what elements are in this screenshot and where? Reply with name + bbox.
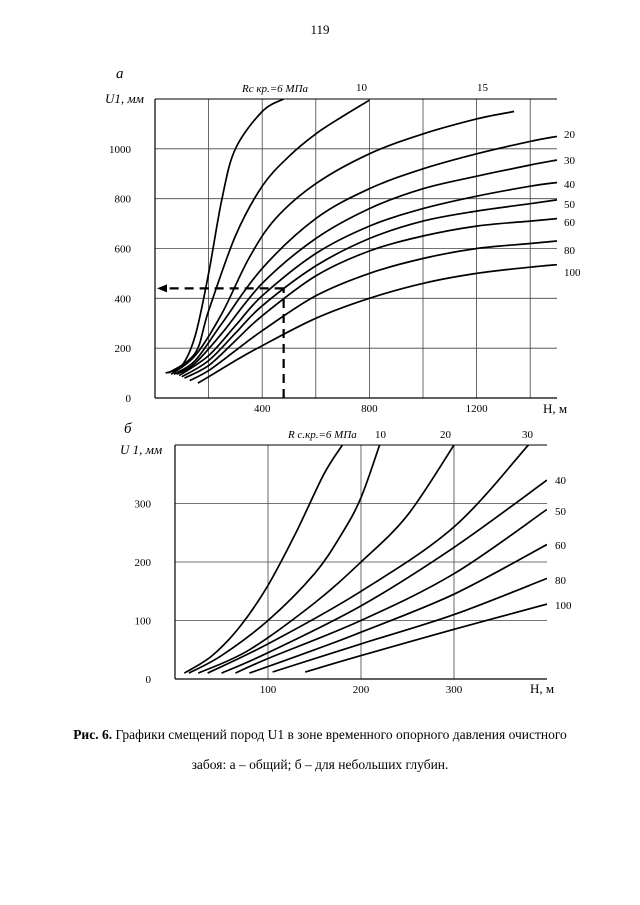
y-tick-label: 600 bbox=[114, 243, 131, 256]
y-tick-label: 800 bbox=[114, 193, 131, 206]
series-line-40 bbox=[179, 183, 557, 376]
panel-letter: б bbox=[124, 421, 132, 437]
series-line-100 bbox=[305, 604, 547, 672]
x-tick-label: 300 bbox=[445, 684, 463, 696]
series-line-80 bbox=[190, 241, 557, 381]
x-axis-label: Н, м bbox=[530, 681, 555, 696]
curve-param-label: Rс кр.=6 МПа bbox=[242, 83, 309, 95]
x-tick-label: 800 bbox=[361, 403, 378, 415]
series-label-50: 50 bbox=[555, 506, 566, 518]
curve-param-label: R с.кр.=6 МПа bbox=[288, 429, 357, 441]
series-label-15: 15 bbox=[477, 82, 488, 94]
series-group bbox=[166, 99, 557, 383]
arrow-head bbox=[157, 284, 167, 292]
y-axis-label: U1, мм bbox=[105, 91, 144, 106]
y-tick-label: 200 bbox=[114, 343, 131, 356]
series-label-80: 80 bbox=[564, 245, 575, 257]
figure-caption bbox=[60, 720, 580, 780]
series-label-60: 60 bbox=[564, 217, 575, 229]
caption-text: Графики смещений пород U1 в зоне временного опорного давления очистного забоя: а – общий; б – для небольших глубин. bbox=[115, 727, 567, 772]
series-line-10 bbox=[189, 445, 380, 673]
series-label-30: 30 bbox=[522, 429, 533, 441]
y-axis-label: U 1, мм bbox=[120, 442, 163, 457]
series-label-40: 40 bbox=[555, 475, 566, 487]
series-label-100: 100 bbox=[564, 267, 581, 279]
y-tick-label: 200 bbox=[134, 557, 151, 569]
series-label-40: 40 bbox=[564, 179, 575, 191]
x-tick-label: 100 bbox=[259, 684, 277, 696]
series-label-10: 10 bbox=[375, 429, 386, 441]
panel-letter: а bbox=[116, 66, 124, 82]
y-tick-label: 0 bbox=[145, 674, 151, 686]
y-tick-label: 300 bbox=[134, 498, 151, 511]
series-line-6 bbox=[166, 99, 284, 373]
x-tick-label: 1200 bbox=[465, 403, 488, 415]
series-line-15 bbox=[171, 112, 514, 375]
y-tick-label: 100 bbox=[134, 615, 151, 628]
chart-b bbox=[120, 421, 572, 696]
series-label-20: 20 bbox=[564, 129, 575, 141]
series-line-10 bbox=[168, 100, 369, 373]
page-number: 119 bbox=[310, 22, 330, 37]
series-label-100: 100 bbox=[555, 600, 572, 612]
x-tick-label: 400 bbox=[253, 403, 271, 415]
chart-a bbox=[105, 66, 581, 416]
x-tick-label: 200 bbox=[352, 684, 370, 696]
x-axis-label: Н, м bbox=[543, 401, 568, 416]
series-group bbox=[184, 445, 547, 673]
series-label-10: 10 bbox=[356, 82, 367, 94]
y-tick-label: 1000 bbox=[109, 143, 131, 156]
series-line-60 bbox=[249, 545, 547, 674]
caption-label: Рис. 6. bbox=[73, 727, 113, 742]
series-line-80 bbox=[273, 578, 547, 672]
y-tick-label: 0 bbox=[125, 393, 131, 405]
series-label-80: 80 bbox=[555, 575, 566, 587]
series-label-60: 60 bbox=[555, 540, 566, 552]
series-label-20: 20 bbox=[440, 429, 451, 441]
y-tick-label: 400 bbox=[114, 293, 131, 306]
series-label-50: 50 bbox=[564, 199, 575, 211]
series-label-30: 30 bbox=[564, 155, 575, 167]
